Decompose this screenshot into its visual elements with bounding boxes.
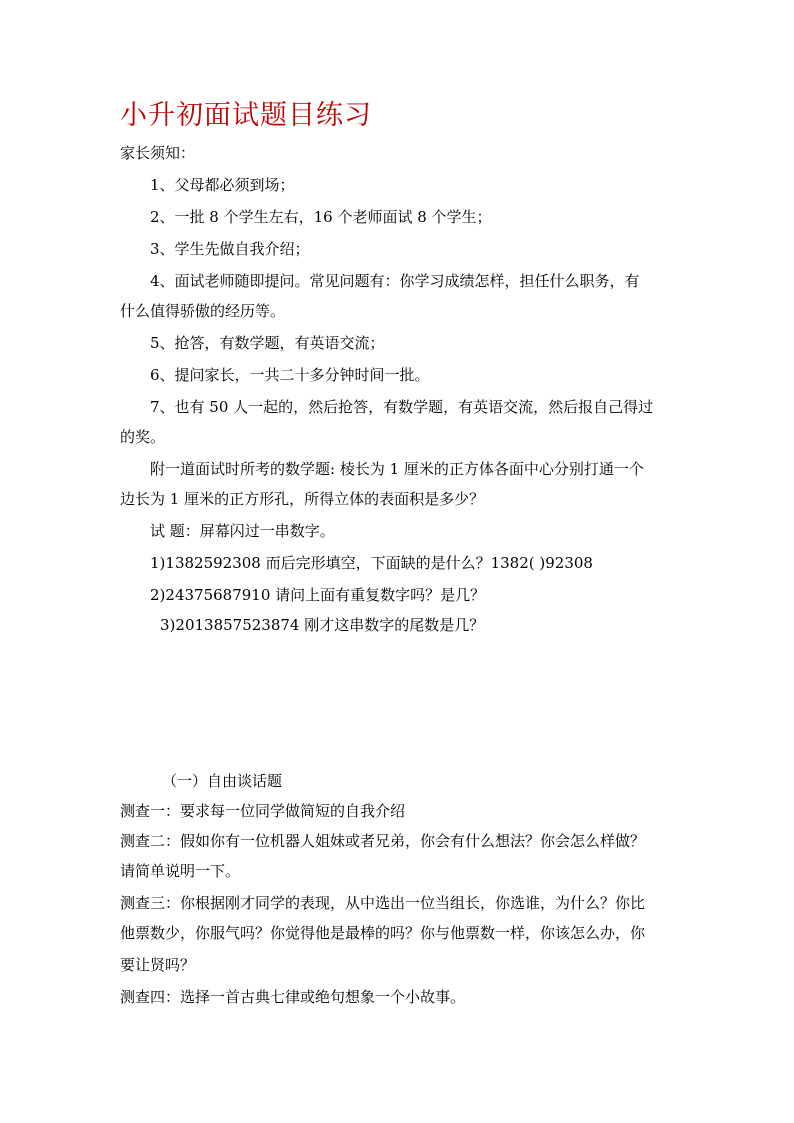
survey-2-cont: 请简单说明一下。 <box>120 862 241 880</box>
notice-item-7-cont: 的奖。 <box>120 428 166 446</box>
survey-3: 测查三：你根据刚才同学的表现，从中选出一位当组长，你选谁，为什么？你比 <box>120 894 646 912</box>
notice-item-6: 6、提问家长，一共二十多分钟时间一批。 <box>150 366 430 384</box>
notice-item-4: 4、面试老师随即提问。常见问题有：你学习成绩怎样，担任什么职务，有 <box>150 272 640 290</box>
survey-4: 测查四：选择一首古典七律或绝句想象一个小故事。 <box>120 988 466 1006</box>
survey-3-cont-1: 他票数少，你服气吗？你觉得他是最棒的吗？你与他票数一样，你该怎么办，你 <box>120 924 646 942</box>
notice-heading: 家长须知： <box>120 144 196 162</box>
notice-item-1: 1、父母都必须到场； <box>150 176 295 194</box>
test-item-1: 1)1382592308 而后完形填空，下面缺的是什么？1382( )92308 <box>150 554 593 572</box>
math-question-line-2: 边长为 1 厘米的正方形孔，所得立体的表面积是多少？ <box>120 490 485 508</box>
math-question-line-1: 附一道面试时所考的数学题: 棱长为 1 厘米的正方体各面中心分别打通一个 <box>150 460 644 478</box>
test-item-3: 3)2013857523874 刚才这串数字的尾数是几？ <box>160 616 485 634</box>
test-item-2: 2)24375687910 请问上面有重复数字吗？是几？ <box>150 586 486 604</box>
notice-item-3: 3、学生先做自我介绍； <box>150 240 310 258</box>
page-title: 小升初面试题目练习 <box>120 100 372 131</box>
section-heading: （一）自由谈话题 <box>162 772 283 790</box>
notice-item-5: 5、抢答，有数学题，有英语交流； <box>150 334 385 352</box>
notice-item-4-cont: 什么值得骄傲的经历等。 <box>120 302 286 320</box>
test-heading: 试 题：屏幕闪过一串数字。 <box>150 522 335 540</box>
notice-item-2: 2、一批 8 个学生左右，16 个老师面试 8 个学生； <box>150 208 492 226</box>
notice-item-7: 7、也有 50 人一起的，然后抢答，有数学题，有英语交流，然后报自己得过 <box>150 398 654 416</box>
survey-3-cont-2: 要让贤吗？ <box>120 956 196 974</box>
survey-1: 测查一：要求每一位同学做简短的自我介绍 <box>120 802 406 820</box>
survey-2: 测查二：假如你有一位机器人姐妹或者兄弟，你会有什么想法？你会怎么样做？ <box>120 832 646 850</box>
